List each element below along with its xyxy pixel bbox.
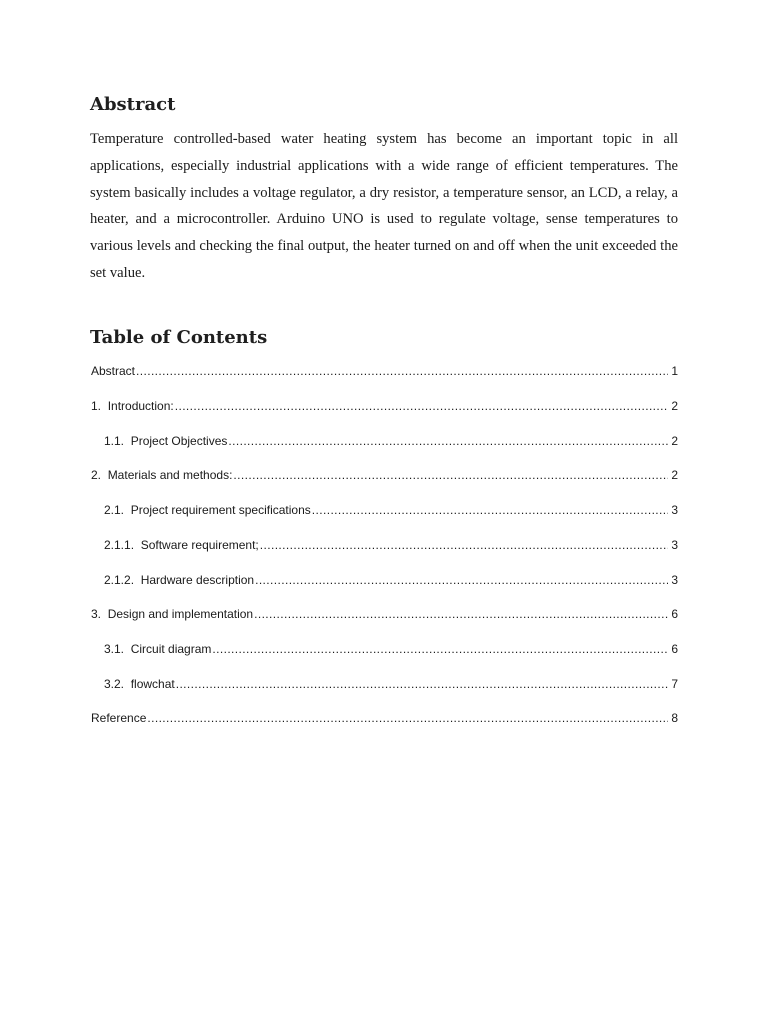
toc-entry-number: 2.1.	[104, 503, 131, 517]
toc-entry-circuit-diagram[interactable]	[104, 641, 678, 657]
toc-entry-title: Reference	[91, 711, 147, 725]
toc-entry-title: Introduction:	[107, 399, 174, 413]
toc-entry-page: 7	[671, 677, 678, 691]
toc-entry-hardware-description[interactable]	[104, 572, 678, 588]
toc-entry-title: Circuit diagram	[130, 642, 212, 656]
toc-entry-project-requirement-specifications[interactable]	[104, 502, 678, 518]
toc-dot-leader	[175, 398, 669, 414]
toc-entry-reference[interactable]	[91, 710, 678, 726]
toc-entry-number: 3.2.	[104, 677, 131, 691]
toc-entry-number: 1.	[91, 399, 108, 413]
toc-entry-materials-and-methods[interactable]	[91, 467, 678, 483]
toc-entry-page: 3	[671, 573, 678, 587]
toc-entry-page: 2	[671, 434, 678, 448]
toc-entry-number: 1.1.	[104, 434, 131, 448]
abstract-paragraph: Temperature controlled-based water heating system has become an important topic in all applications, especially industrial applications with a wide range of efficient temperatures. The system basically includes a voltage regulator, a dry resistor, a temperature sensor, an LCD, a relay, a heater, and a microcontroller. Arduino UNO is used to regulate voltage, sense temperatures to various levels and checking the final output, the heater turned on and off when the unit exceeded the set value.	[90, 131, 678, 281]
toc-entry-title: Project requirement specifications	[130, 503, 311, 517]
toc-entry-abstract[interactable]	[91, 363, 678, 379]
toc-entry-page: 6	[671, 642, 678, 656]
toc-dot-leader	[228, 433, 668, 449]
toc-dot-leader	[233, 467, 668, 483]
toc-entry-title: Design and implementation	[107, 607, 254, 621]
toc-entry-page: 1	[671, 364, 678, 378]
toc-entry-flowchat[interactable]	[104, 676, 678, 692]
toc-entry-title: Project Objectives	[130, 434, 228, 448]
toc-entry-number: 2.	[91, 468, 108, 482]
toc-entry-page: 6	[671, 607, 678, 621]
toc-dot-leader	[312, 502, 669, 518]
toc-entry-number: 2.1.1.	[104, 538, 141, 552]
toc-entry-project-objectives[interactable]	[104, 433, 678, 449]
toc-dot-leader	[255, 572, 668, 588]
toc-entry-introduction[interactable]	[91, 398, 678, 414]
toc-entry-page: 3	[671, 503, 678, 517]
toc-dot-leader	[136, 363, 668, 379]
toc-entry-number: 3.	[91, 607, 108, 621]
toc-entry-title: Hardware description	[140, 573, 255, 587]
toc-dot-leader	[254, 606, 668, 622]
toc-entry-page: 2	[671, 399, 678, 413]
toc-entry-design-and-implementation[interactable]	[91, 606, 678, 622]
toc-entry-page: 2	[671, 468, 678, 482]
toc-entry-title: Abstract	[91, 364, 136, 378]
toc-dot-leader	[176, 676, 669, 692]
toc-dot-leader	[212, 641, 668, 657]
abstract-heading: Abstract	[90, 94, 176, 115]
toc-entry-software-requirement[interactable]	[104, 537, 678, 553]
toc-heading: Table of Contents	[90, 327, 268, 348]
toc-entry-page: 3	[671, 538, 678, 552]
toc-entry-page: 8	[671, 711, 678, 725]
toc-entry-title: flowchat	[130, 677, 175, 691]
toc-entry-title: Software requirement;	[140, 538, 259, 552]
toc-entry-title: Materials and methods:	[107, 468, 233, 482]
toc-entry-number: 2.1.2.	[104, 573, 141, 587]
toc-dot-leader	[260, 537, 669, 553]
toc-entry-number: 3.1.	[104, 642, 131, 656]
toc-dot-leader	[147, 710, 668, 726]
